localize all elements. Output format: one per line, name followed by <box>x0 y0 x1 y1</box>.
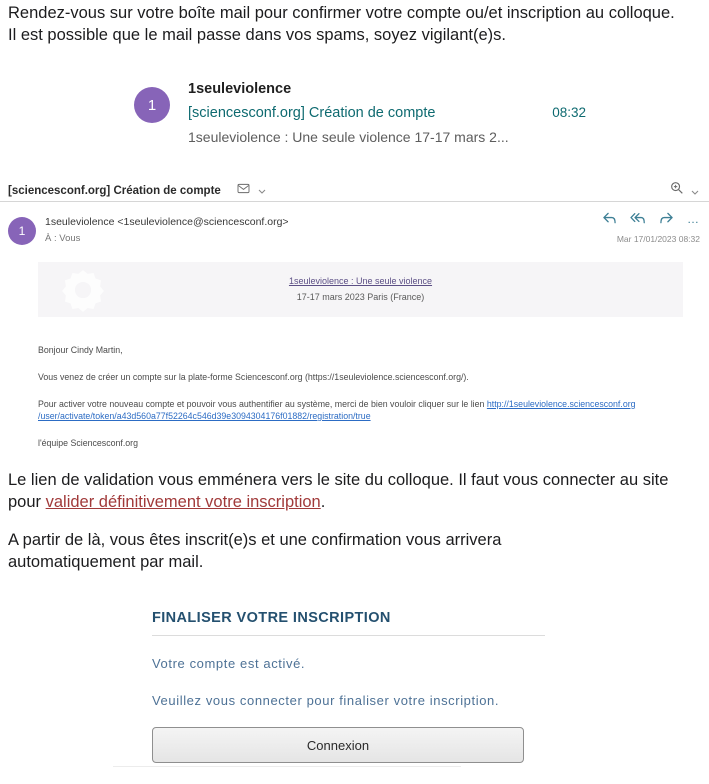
mail-body <box>38 344 704 464</box>
intro-line2: Il est possible que le mail passe dans vos spams, soyez vigilant(e)s. <box>8 26 506 44</box>
preview-sender-name: 1seuleviolence <box>188 81 292 97</box>
account-activated-text: Votre compte est activé. <box>152 656 306 671</box>
sender-avatar-small: 1 <box>8 217 36 245</box>
validation-paragraph <box>8 469 700 513</box>
validate-registration-link[interactable]: valider définitivement votre inscription <box>45 493 321 511</box>
conference-dates: 17-17 mars 2023 Paris (France) <box>296 292 425 302</box>
inbox-preview-item[interactable] <box>134 78 586 149</box>
sender-avatar: 1 <box>134 87 170 123</box>
mail-date: Mar 17/01/2023 08:32 <box>616 234 700 244</box>
mail-paragraph-1: Vous venez de créer un compte sur la plate-forme Sciencesconf.org (https://1seuleviolence.sciencesconf.org/). <box>38 372 469 382</box>
validation-text-before: Le lien de validation vous emménera vers le site du colloque. Il faut vous connecter au site pour <box>8 471 669 511</box>
preview-snippet: 1seuleviolence : Une seule violence 17-17 mars 2... <box>188 129 509 145</box>
zoom-icon[interactable] <box>670 182 684 199</box>
conference-link[interactable]: 1seuleviolence : Une seule violence <box>288 276 433 286</box>
connexion-button[interactable]: Connexion <box>152 727 524 763</box>
connect-instruction-text: Veuillez vous connecter pour finaliser votre inscription. <box>152 693 500 708</box>
finalize-registration-panel <box>152 604 524 763</box>
mail-actions <box>602 212 700 225</box>
finalize-title: FINALISER VOTRE INSCRIPTION <box>152 610 391 626</box>
forward-icon[interactable] <box>659 212 674 225</box>
mail-greeting: Bonjour Cindy Martin, <box>38 345 123 355</box>
activation-link-line1[interactable]: http://1seuleviolence.sciencesconf.org <box>486 399 636 409</box>
preview-text-column <box>188 78 586 149</box>
sciencesconf-gear-icon <box>60 267 106 318</box>
preview-subject-row <box>188 101 586 125</box>
message-tag-icon[interactable] <box>237 181 250 198</box>
preview-time: 08:32 <box>552 105 586 120</box>
preview-subject[interactable]: [sciencesconf.org] Création de compte <box>188 105 436 121</box>
confirmation-paragraph: A partir de là, vous êtes inscrit(e)s et une confirmation vous arrivera automatiquement par mail. <box>8 531 502 571</box>
conference-banner <box>38 262 683 317</box>
mail-paragraph-2-text: Pour activer votre nouveau compte et pouvoir vous authentifier au système, merci de bien vouloir cliquer sur le lien <box>38 399 487 409</box>
mail-subject: [sciencesconf.org] Création de compte <box>8 185 221 198</box>
mail-to: À : Vous <box>45 233 81 244</box>
more-actions-icon[interactable]: … <box>687 211 700 226</box>
mail-paragraph-2 <box>38 398 704 422</box>
validation-text-after: . <box>320 493 326 511</box>
divider <box>0 201 709 202</box>
chevron-down-icon[interactable] <box>258 181 266 198</box>
mail-signature: l'équipe Sciencesconf.org <box>38 438 138 448</box>
intro-paragraph <box>8 2 700 46</box>
mail-from: 1seuleviolence <1seuleviolence@sciencesconf.org> <box>45 216 289 228</box>
mail-subject-row <box>0 172 709 201</box>
panel-bottom-edge <box>113 766 461 767</box>
intro-line1: Rendez-vous sur votre boîte mail pour confirmer votre compte ou/et inscription au colloque. <box>8 4 675 22</box>
zoom-controls <box>670 181 699 200</box>
chevron-down-icon[interactable] <box>691 182 699 199</box>
mail-reading-pane <box>0 172 709 457</box>
reply-all-icon[interactable] <box>630 212 646 225</box>
reply-icon[interactable] <box>602 212 617 225</box>
divider <box>152 635 545 636</box>
activation-link-line2[interactable]: /user/activate/token/a43d560a77f52264c546d39e3094304176f01882/registration/true <box>38 411 371 421</box>
